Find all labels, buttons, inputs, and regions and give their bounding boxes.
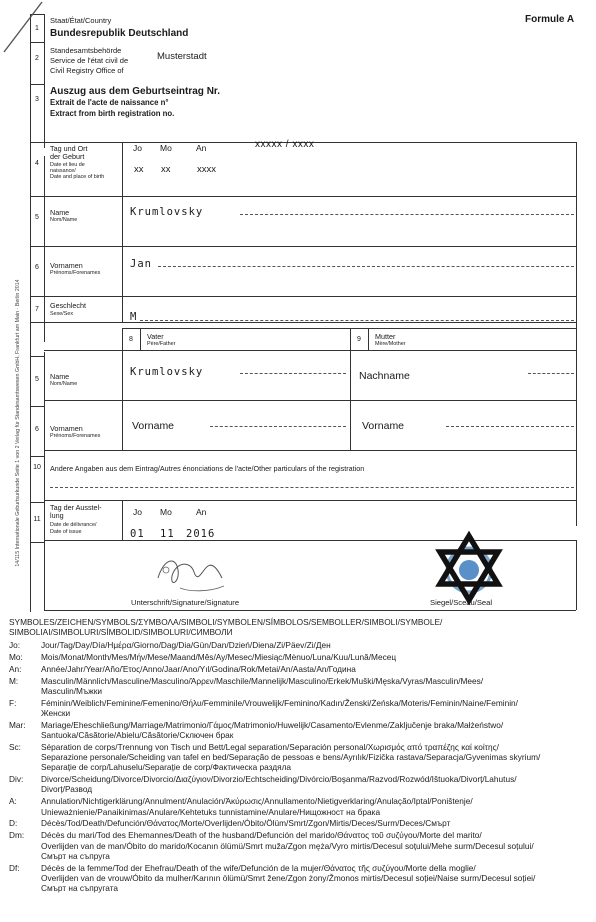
issue-sub-1: Date de délivrance/ (50, 522, 97, 528)
child-forenames: Jan (130, 258, 152, 270)
country-value: Bundesrepublik Deutschland (50, 28, 189, 39)
corner-stroke (2, 0, 52, 60)
row-number-9: 9 (357, 336, 361, 343)
legend-text: Separație de corp/Lahuselu/Separație de corp/Фактическа раздяла (41, 762, 292, 773)
birth-sub-2: naissance/ (50, 168, 76, 174)
birth-col-an: An (196, 143, 207, 153)
legend-key: A: (9, 796, 17, 807)
legend-text: Féminin/Weiblich/Feminine/Femenino/Θήλυ/Femminile/Vrouwelijk/Feminino/Kadın/Ženski/Żeńska/Moteris/Feminin/Naine/Feminin/ (41, 697, 518, 708)
birth-year: xxxx (197, 164, 216, 175)
legend-text: Separazione personale/Scheiding van tafel en bed/Separação de pessoas e bens/Ayrılık/Fizička rastava/Separacja/Gyvenimas skyrium/ (41, 752, 541, 763)
row-number-4: 4 (35, 160, 39, 167)
name-sub: Nom/Name (50, 217, 78, 223)
mother-surname: Nachname (359, 370, 410, 382)
issue-day: 01 (130, 528, 145, 540)
birth-month: xx (161, 164, 171, 175)
name-label: Name (50, 208, 70, 217)
mother-label: Mutter (375, 332, 396, 341)
mother-forenames: Vorname (362, 420, 405, 432)
legend-key: Mar: (9, 719, 26, 730)
legend-key: Jo: (9, 640, 21, 650)
forenames-sub: Prénoms/Forenames (50, 270, 101, 276)
seal-label: Siegel/Sceau/Seal (430, 598, 493, 607)
birth-label-1: Tag und Ort (50, 144, 88, 153)
row-number-10: 10 (33, 464, 41, 471)
parent-row-number-6: 6 (35, 426, 39, 433)
seal-star-icon (426, 528, 512, 608)
extract-title-en: Extract from birth registration no. (50, 109, 175, 118)
forenames-label: Vornamen (50, 261, 83, 270)
issue-year: 2016 (186, 528, 216, 540)
registry-label-3: Civil Registry Office of (50, 66, 124, 75)
legend-text: Overlijden van de vrouw/Óbito da mulher/Karının ölümü/Smrt žene/Zgon żony/Žmonos mirtis/Decesul soției/Naise surm/Decesul soției/ (41, 872, 536, 883)
registry-value: Musterstadt (157, 51, 207, 62)
legend-text: Женски (41, 707, 71, 718)
legend-text: Overlijden van de man/Óbito do marido/Kocanın ölümü/Smrt muža/Zgon męża/Vyro mirtis/Decesul soțului/Mehe surm/Decesul soțului/ (41, 840, 534, 851)
parent-name-label: Name (50, 372, 70, 381)
child-sex: M (130, 311, 138, 323)
legend-text: Mois/Monat/Month/Mes/Μήν/Mese/Maand/Mês/Ay/Mesec/Miesiąc/Mėnuo/Luna/Kuu/Lună/Месец (41, 651, 397, 662)
legend-text: Décès de la femme/Tod der Ehefrau/Death of the wife/Defunción de la mujer/Θάνατος τῆς συζύγου/Morte della moglie/ (41, 862, 476, 873)
parent-row-number-5: 5 (35, 376, 39, 383)
legend-text: Mariage/Eheschließung/Marriage/Matrimonio/Γάμος/Matrimonio/Huwelijk/Casamento/Evlenme/Zaključenje braka/Małżeństwo/ (41, 719, 504, 730)
registry-label-2: Service de l'état civil de (50, 56, 129, 65)
legend-key: D: (9, 818, 18, 829)
signature-label: Unterschrift/Signature/Signature (131, 598, 240, 607)
issue-col-an: An (196, 507, 207, 517)
registry-label-1: Standesamtsbehörde (50, 46, 122, 55)
legend-text: Décès du mari/Tod des Ehemannes/Death of the husband/Defunción del marido/Θάνατος τοῦ συζύγου/Morte del marito/ (41, 830, 482, 841)
father-sub: Père/Father (147, 341, 176, 347)
legend-text: Unieważnienie/Panaikinimas/Anulare/Kehtetuks tunnistamine/Anulare/Нищожност на брака (41, 806, 381, 817)
legend-key: An: (9, 663, 22, 674)
legend-header-2: SIMBOLIAI/SIMBOLURI/SÍMBOLID/SIMBOLURI/СИМВОЛИ (9, 627, 233, 637)
birth-sub-3: Date and place of birth (50, 174, 105, 180)
legend-key: Sc: (9, 741, 21, 752)
birth-sub-1: Date et lieu de (50, 162, 85, 168)
row-number-8: 8 (129, 336, 133, 343)
birth-place: xxxxx / xxxx (255, 139, 315, 150)
formule-label: Formule A (525, 14, 575, 25)
sex-label: Geschlecht (50, 301, 86, 310)
issue-col-mo: Mo (160, 507, 172, 517)
legend-text: Jour/Tag/Day/Día/Ημέρα/Giorno/Dag/Dia/Gün/Dan/Dzień/Diena/Zi/Päev/Zi/Ден (41, 640, 331, 650)
legend-text: Смърт на съпругата (41, 883, 119, 894)
row-number-7: 7 (35, 306, 39, 313)
legend-key: Df: (9, 862, 20, 873)
birth-label-2: der Geburt (50, 152, 85, 161)
row-number-2: 2 (35, 55, 39, 62)
legend-text: Santuoka/Căsătorie/Abielu/Căsătorie/Сключен брак (41, 730, 234, 740)
issue-label-2: lung (50, 511, 64, 520)
birth-col-jo: Jo (133, 143, 142, 153)
issue-sub-2: Date of issue (50, 529, 82, 535)
father-surname: Krumlovsky (130, 366, 204, 378)
extract-title: Auszug aus dem Geburtseintrag Nr. (50, 86, 221, 97)
legend-key: Dm: (9, 830, 25, 841)
signature-scribble (150, 548, 260, 598)
issue-col-jo: Jo (133, 507, 142, 517)
parent-name-sub: Nom/Name (50, 381, 78, 387)
child-surname: Krumlovsky (130, 206, 204, 218)
row-number-1: 1 (35, 25, 39, 32)
legend-text: Masculin/Männlich/Masculine/Masculino/Άρρεν/Maschile/Mannelijk/Masculino/Erkek/Muški/Męska/Vyras/Masculin/Mees/ (41, 675, 484, 686)
row-number-5: 5 (35, 214, 39, 221)
father-forenames: Vorname (132, 420, 175, 432)
mother-sub: Mère/Mother (375, 341, 406, 347)
country-label: Staat/État/Country (50, 16, 112, 25)
legend-key: F: (9, 697, 17, 708)
parent-forenames-label: Vornamen (50, 424, 83, 433)
issue-month: 11 (160, 528, 175, 540)
legend-text: Décès/Tod/Death/Defunción/Θάνατος/Morte/Overlijden/Óbito/Ölüm/Smrt/Zgon/Mirtis/Deces/Surm/Deces/Смърт (41, 818, 451, 829)
father-label: Vater (147, 332, 164, 341)
birth-col-mo: Mo (160, 143, 172, 153)
legend-text: Masculin/Мъжки (41, 685, 102, 696)
legend-header-1: SYMBOLES/ZEICHEN/SYMBOLS/ΣΥΜΒΟΛΑ/SIMBOLI/SYMBOLEN/SÍMBOLOS/SEMBOLLER/SIMBOLI/SYMBOLE/ (9, 617, 443, 627)
legend-text: Annulation/Nichtigerklärung/Annulment/Anulación/Ἀκύρωσις/Annullamento/Nietigverklaring/Anulação/Iptal/Poništenje/ (41, 796, 473, 807)
legend (9, 617, 594, 917)
issue-label-1: Tag der Ausstel- (50, 503, 102, 512)
legend-text: Séparation de corps/Trennung von Tisch und Bett/Legal separation/Separación personal/Χωρισμός από τραπέζης καί κοίτης/ (41, 741, 499, 752)
extract-title-fr: Extrait de l'acte de naissance n° (50, 98, 169, 107)
legend-text: Année/Jahr/Year/Año/Έτος/Anno/Jaar/Ano/Yıl/Godina/Rok/Metai/An/Aasta/An/Година (41, 663, 356, 674)
row-number-11: 11 (33, 516, 41, 523)
birth-day: xx (134, 164, 144, 175)
legend-key: Div: (9, 774, 24, 785)
legend-key: M: (9, 675, 19, 686)
side-publisher-text: 14/115 Internationale Geburtsurkunde Seite 1 von 2 Verlag für Standesamtswesen GmbH, Frankfurt am Main · Berlin 2014 (15, 279, 21, 567)
parent-forenames-sub: Prénoms/Forenames (50, 433, 101, 439)
sex-sub: Sexe/Sex (50, 311, 74, 317)
row-number-6: 6 (35, 264, 39, 271)
legend-key: Mo: (9, 651, 23, 662)
legend-text: Divorț/Развод (41, 784, 93, 795)
legend-text: Смърт на съпруга (41, 850, 110, 861)
other-particulars: Andere Angaben aus dem Eintrag/Autres énonciations de l'acte/Other particulars of the registration (50, 464, 365, 473)
legend-text: Divorce/Scheidung/Divorce/Divorcio/Διαζύγιον/Divorzio/Echtscheiding/Divórcio/Boşanma/Razvod/Rozwód/Ištuoka/Divorț/Lahutus/ (41, 774, 517, 785)
row-number-3: 3 (35, 96, 39, 103)
